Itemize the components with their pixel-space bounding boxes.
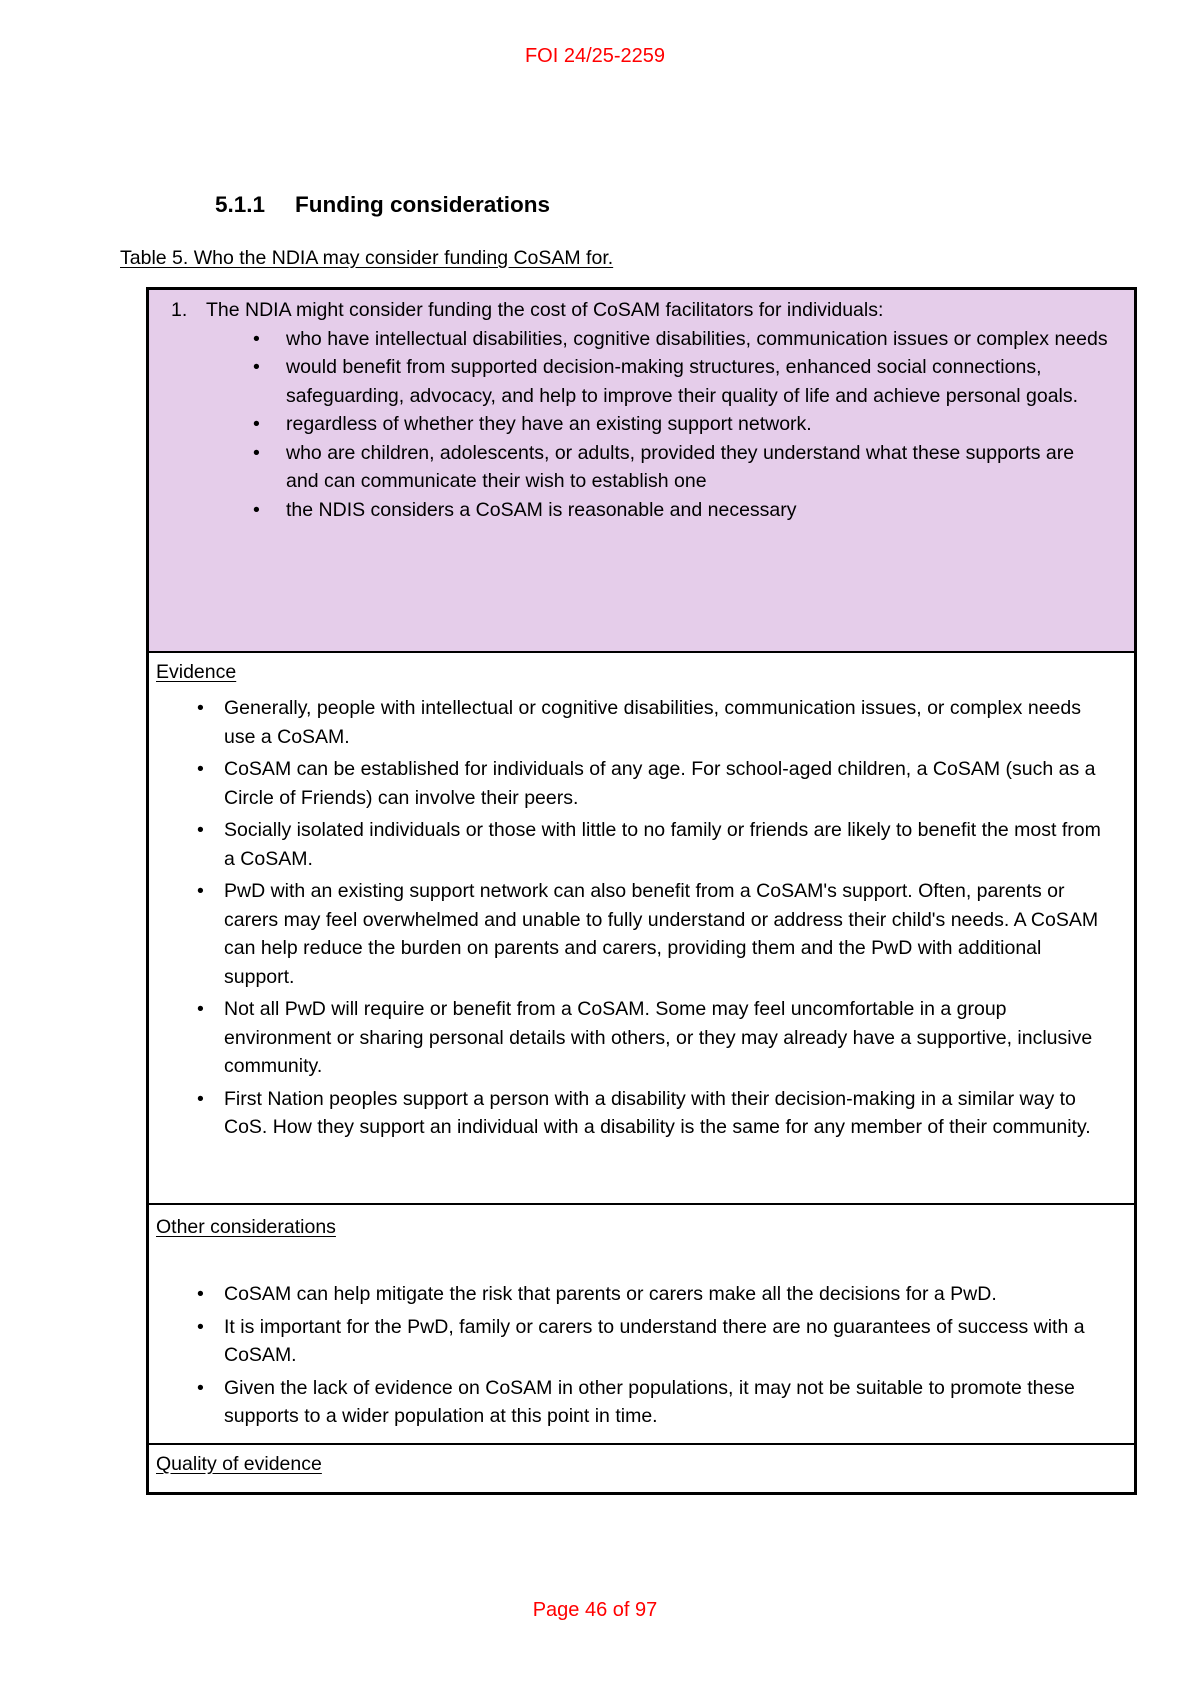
bullet-icon: • xyxy=(197,1315,204,1338)
table-caption-text: Table 5. Who the NDIA may consider funding CoSAM for. xyxy=(120,247,614,269)
quality-of-evidence-heading: Quality of evidence xyxy=(156,1453,322,1475)
list-item xyxy=(253,410,1110,439)
list-item xyxy=(253,353,1110,410)
bullet-text: who have intellectual disabilities, cognitive disabilities, communication issues or complex needs xyxy=(286,327,1108,350)
list-item xyxy=(197,1374,1116,1431)
bullet-text: Not all PwD will require or benefit from a CoSAM. Some may feel uncomfortable in a group environment or sharing personal details with others, or they may already have a supportive, inclusive community. xyxy=(224,998,1093,1077)
list-item xyxy=(197,816,1116,873)
bullet-icon: • xyxy=(253,327,260,350)
list-item xyxy=(253,439,1110,496)
numbered-item xyxy=(151,296,1110,325)
bullet-icon: • xyxy=(197,1283,204,1305)
table-caption xyxy=(120,245,1190,271)
list-item xyxy=(197,877,1116,991)
funding-intro-text: The NDIA might consider funding the cost of CoSAM facilitators for individuals: xyxy=(206,299,884,321)
funding-considerations-table xyxy=(146,287,1137,1495)
evidence-heading: Evidence xyxy=(156,661,237,683)
quality-of-evidence-cell xyxy=(149,1443,1134,1492)
item-number: 1. xyxy=(171,299,188,321)
list-item xyxy=(253,325,1110,354)
bullet-icon: • xyxy=(197,697,204,719)
document-footer xyxy=(0,1598,1190,1622)
bullet-text: First Nation peoples support a person with a disability with their decision-making in a similar way to CoS. How they support an individual with a disability is the same for any member of their community. xyxy=(224,1087,1091,1138)
evidence-cell xyxy=(149,651,1134,1203)
section-heading xyxy=(0,193,1190,217)
funding-bullet-list xyxy=(151,325,1110,525)
bullet-icon: • xyxy=(197,819,204,841)
document-header xyxy=(0,0,1190,68)
bullet-text: CoSAM can help mitigate the risk that parents or carers make all the decisions for a PwD. xyxy=(224,1283,997,1305)
bullet-icon: • xyxy=(197,880,204,902)
bullet-text: would benefit from supported decision-making structures, enhanced social connections, safeguarding, advocacy, and help to improve their quality of life and achieve personal goals. xyxy=(286,356,1079,407)
bullet-text: the NDIS considers a CoSAM is reasonable and necessary xyxy=(286,498,797,521)
section-number: 5.1.1 xyxy=(215,192,266,217)
bullet-text: It is important for the PwD, family or carers to understand there are no guarantees of success with a CoSAM. xyxy=(224,1315,1085,1366)
bullet-icon: • xyxy=(253,413,260,435)
list-item xyxy=(197,1085,1116,1142)
list-item xyxy=(197,995,1116,1081)
other-considerations-heading: Other considerations xyxy=(156,1216,336,1238)
foi-reference: FOI 24/25-2259 xyxy=(524,45,666,67)
list-item xyxy=(197,694,1116,751)
bullet-icon: • xyxy=(197,998,204,1020)
bullet-text: Socially isolated individuals or those with little to no family or friends are likely to benefit the most from a CoSAM. xyxy=(224,819,1101,870)
funding-criteria-cell xyxy=(149,290,1134,651)
list-item xyxy=(253,496,1110,525)
other-considerations-cell xyxy=(149,1203,1134,1443)
bullet-text: Given the lack of evidence on CoSAM in other populations, it may not be suitable to promote these supports to a wider population at this point in time. xyxy=(224,1376,1075,1427)
list-item xyxy=(197,755,1116,812)
bullet-icon: • xyxy=(197,1376,204,1399)
bullet-text: who are children, adolescents, or adults, provided they understand what these supports are and can communicate their wish to establish one xyxy=(286,441,1075,492)
section-title: Funding considerations xyxy=(295,192,551,217)
list-item xyxy=(197,1313,1116,1370)
bullet-text: CoSAM can be established for individuals of any age. For school-aged children, a CoSAM (such as a Circle of Friends) can involve their peers. xyxy=(224,758,1096,809)
other-considerations-bullet-list xyxy=(156,1280,1116,1431)
bullet-icon: • xyxy=(253,356,260,378)
bullet-text: Generally, people with intellectual or cognitive disabilities, communication issues, or complex needs use a CoSAM. xyxy=(224,697,1081,748)
evidence-bullet-list xyxy=(156,694,1116,1142)
bullet-text: regardless of whether they have an existing support network. xyxy=(286,413,812,435)
bullet-icon: • xyxy=(253,498,260,521)
list-item xyxy=(197,1280,1116,1309)
bullet-icon: • xyxy=(197,758,204,780)
bullet-text: PwD with an existing support network can also benefit from a CoSAM's support. Often, parents or carers may feel overwhelmed and unable to fully understand or address their child's needs. A CoSAM can help reduce the burden on parents and carers, providing them and the PwD with additional support. xyxy=(224,880,1099,988)
bullet-icon: • xyxy=(197,1087,204,1110)
bullet-icon: • xyxy=(253,441,260,464)
page-number: Page 46 of 97 xyxy=(532,1599,658,1621)
